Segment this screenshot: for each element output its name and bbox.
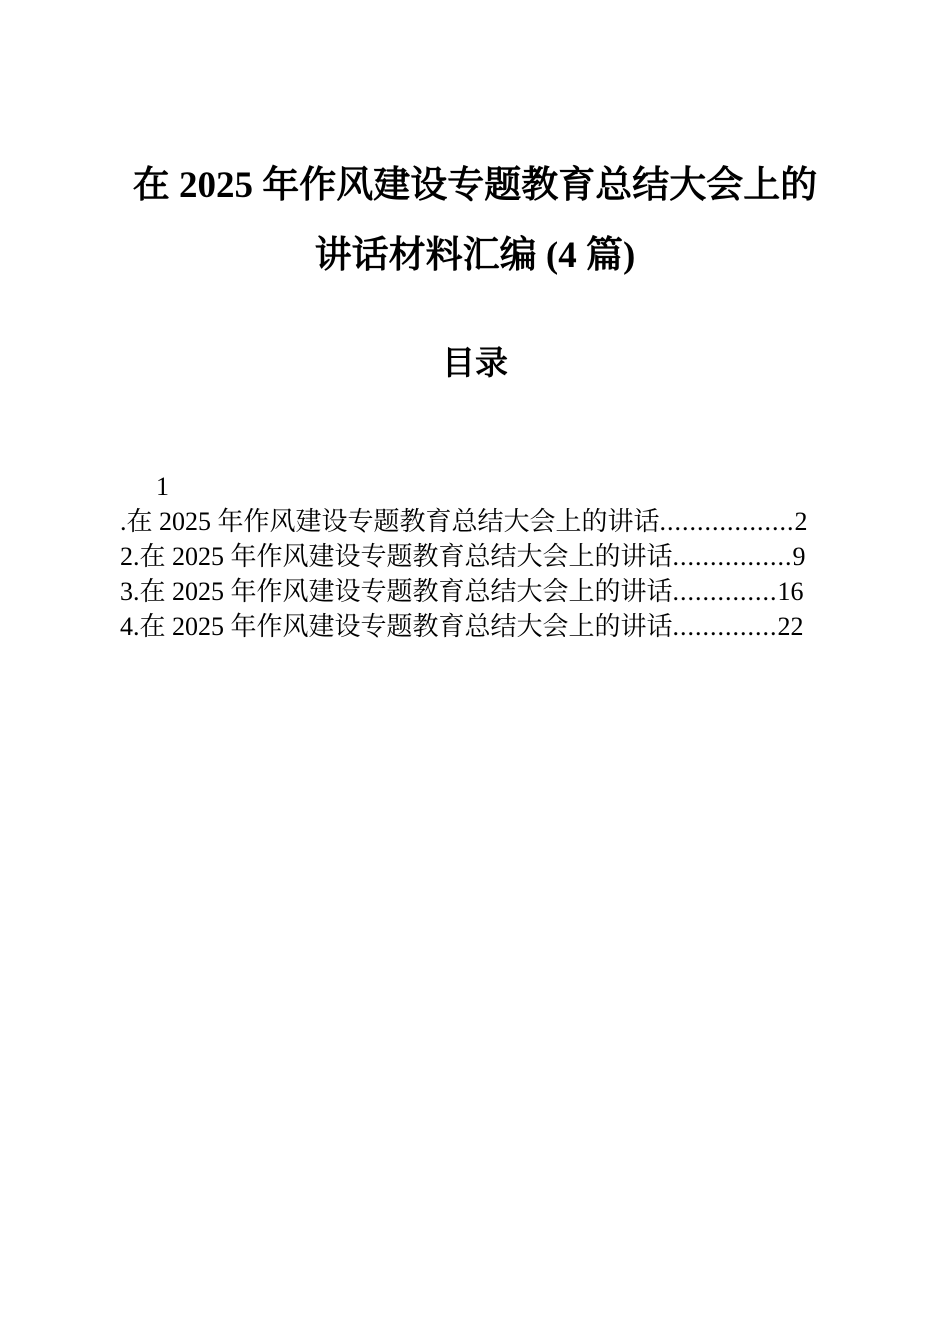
toc-entry — [120, 504, 830, 539]
document-title-line1: 在 2025 年作风建设专题教育总结大会上的 — [132, 165, 818, 206]
toc-entry — [120, 539, 830, 574]
toc-entry-page: 2 — [794, 507, 808, 536]
toc-leader-dots: .............. — [672, 577, 778, 606]
toc-entry-label: 4.在 2025 年作风建设专题教育总结大会上的讲话 — [120, 612, 673, 641]
toc-heading: 目录 — [442, 346, 508, 382]
toc-entry — [120, 574, 830, 609]
toc-entry-label: 2.在 2025 年作风建设专题教育总结大会上的讲话 — [120, 542, 673, 571]
stray-page-number: 1 — [156, 472, 169, 501]
toc-entry — [120, 609, 830, 644]
toc-leader-dots: ................ — [672, 542, 793, 571]
document-title — [120, 151, 830, 291]
toc-leader-dots: .................. — [659, 507, 795, 536]
toc-entry-page: 9 — [792, 542, 806, 571]
toc-entry-page: 22 — [777, 612, 804, 641]
toc-leader-dots: .............. — [672, 612, 778, 641]
toc-entry-page: 16 — [777, 577, 804, 606]
table-of-contents — [120, 469, 830, 644]
document-title-line2: 讲话材料汇编 (4 篇) — [314, 235, 636, 276]
toc-entry-label: 3.在 2025 年作风建设专题教育总结大会上的讲话 — [120, 577, 673, 606]
toc-entry-label: .在 2025 年作风建设专题教育总结大会上的讲话 — [120, 507, 660, 536]
